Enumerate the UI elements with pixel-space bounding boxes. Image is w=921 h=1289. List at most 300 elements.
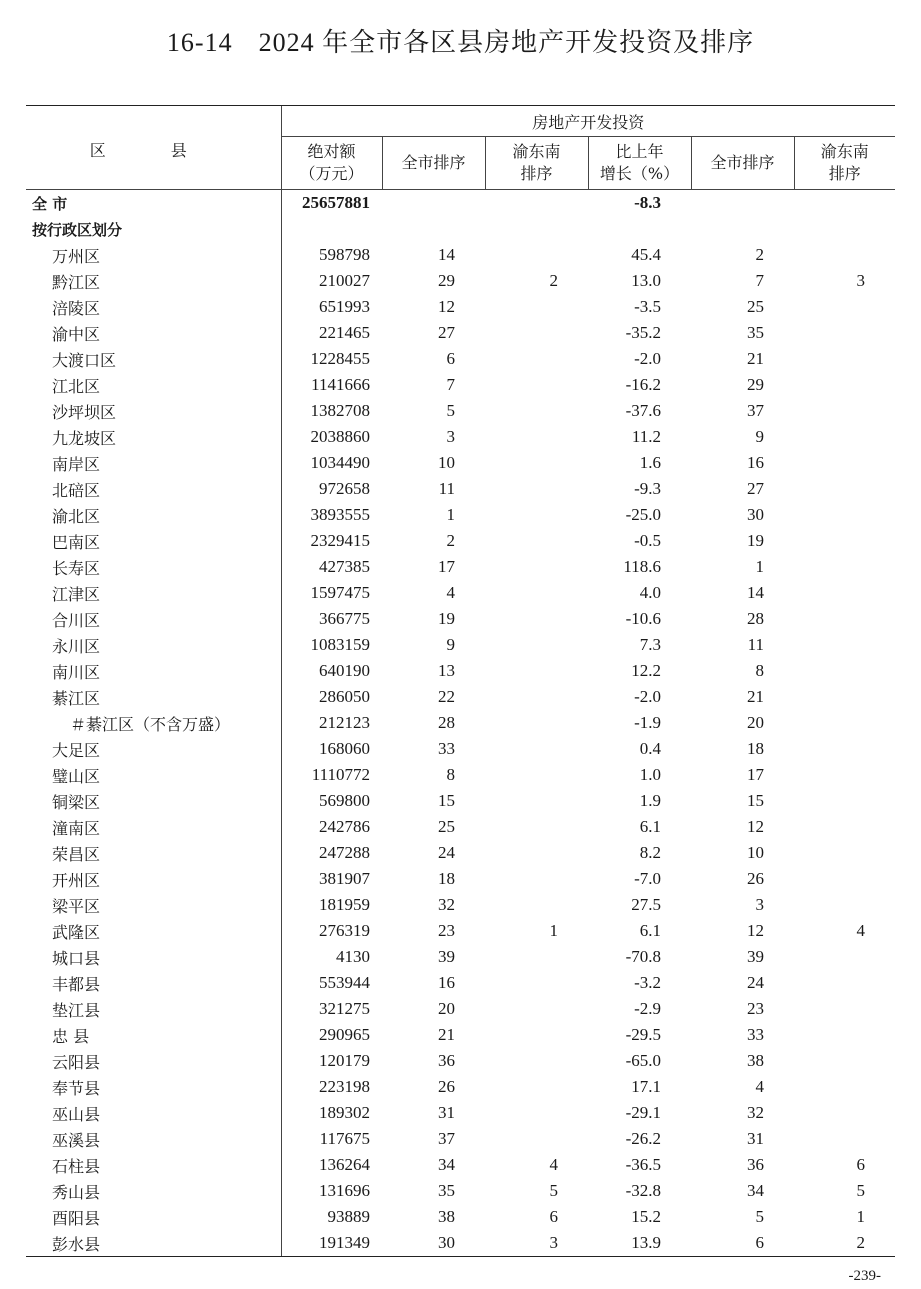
growth-value: -37.6 (625, 401, 661, 420)
city-rank2: 7 (755, 271, 764, 290)
header-group: 房地产开发投资 (281, 106, 895, 137)
abs-value: 131696 (281, 1178, 382, 1204)
header-rank-se-line1: 渝东南 (512, 142, 561, 161)
se-rank2: 4 (856, 921, 866, 940)
abs-value: 651993 (281, 294, 382, 320)
se-rank: 3 (485, 1230, 588, 1257)
region-name: 南岸区 (52, 454, 101, 474)
region-name: 巴南区 (52, 532, 101, 552)
se-rank (485, 554, 588, 580)
city-rank2: 9 (755, 427, 764, 446)
region-name: 万州区 (52, 246, 101, 266)
header-growth (588, 137, 691, 190)
region-name: 酉阳县 (52, 1208, 101, 1228)
table-row (26, 528, 895, 554)
city-rank2: 5 (755, 1207, 764, 1226)
city-rank: 10 (438, 453, 455, 472)
city-rank2: 37 (747, 401, 764, 420)
city-rank2: 19 (747, 531, 764, 550)
growth-value: 6.1 (639, 921, 661, 940)
growth-value: -35.2 (625, 323, 661, 342)
se-rank (485, 1100, 588, 1126)
region-name: 彭水县 (26, 1230, 281, 1257)
city-rank2: 23 (747, 999, 764, 1018)
city-rank2: 25 (747, 297, 764, 316)
city-rank2: 27 (747, 479, 764, 498)
city-rank: 33 (438, 739, 455, 758)
city-rank: 36 (438, 1051, 455, 1070)
growth-value: -2.0 (634, 349, 661, 368)
table-row (26, 1204, 895, 1230)
se-rank (485, 398, 588, 424)
se-rank (485, 1022, 588, 1048)
growth-value: -29.5 (625, 1025, 661, 1044)
abs-value: 553944 (281, 970, 382, 996)
se-rank2 (794, 216, 895, 242)
se-rank: 5 (549, 1181, 558, 1200)
se-rank2 (794, 1048, 895, 1074)
se-rank (485, 996, 588, 1022)
region-name: 石柱县 (52, 1156, 101, 1176)
region-name: 大渡口区 (52, 350, 117, 370)
city-rank: 20 (438, 999, 455, 1018)
abs-value: 972658 (281, 476, 382, 502)
region-name: 忠 县 (52, 1026, 90, 1046)
city-rank2: 39 (747, 947, 764, 966)
city-rank: 27 (438, 323, 455, 342)
se-rank2 (794, 944, 895, 970)
table-row (26, 580, 895, 606)
growth-value: -0.5 (634, 531, 661, 550)
table-row (26, 1100, 895, 1126)
se-rank2 (794, 658, 895, 684)
city-rank2: 34 (747, 1181, 764, 1200)
table-row (26, 346, 895, 372)
header-abs-line1: 绝对额 (307, 142, 356, 161)
se-rank (485, 216, 588, 242)
city-rank: 8 (446, 765, 455, 784)
city-rank: 25 (438, 817, 455, 836)
se-rank (485, 580, 588, 606)
abs-value: 242786 (281, 814, 382, 840)
abs-value: 1382708 (281, 398, 382, 424)
se-rank2 (794, 294, 895, 320)
city-rank2: 2 (755, 245, 764, 264)
header-rank-se (485, 137, 588, 190)
abs-value: 1228455 (281, 346, 382, 372)
region-name: 綦江区 (52, 688, 101, 708)
growth-value: 15.2 (631, 1207, 661, 1226)
table-row (26, 476, 895, 502)
city-rank: 31 (438, 1103, 455, 1122)
region-name: 武隆区 (52, 922, 101, 942)
se-rank2 (794, 372, 895, 398)
se-rank2: 5 (856, 1181, 866, 1200)
growth-value: -9.3 (634, 479, 661, 498)
city-rank2: 21 (747, 349, 764, 368)
region-name: 潼南区 (52, 818, 101, 838)
se-rank (485, 502, 588, 528)
city-rank: 2 (446, 531, 455, 550)
table-row (26, 788, 895, 814)
city-rank (382, 190, 485, 217)
se-rank (485, 320, 588, 346)
table-row (26, 840, 895, 866)
se-rank (485, 762, 588, 788)
city-rank: 5 (446, 401, 455, 420)
growth-value (588, 216, 691, 242)
abs-value: 247288 (281, 840, 382, 866)
growth-value: 45.4 (631, 245, 661, 264)
se-rank2 (794, 866, 895, 892)
city-rank2: 8 (755, 661, 764, 680)
city-rank: 29 (438, 271, 455, 290)
city-rank: 18 (438, 869, 455, 888)
abs-value: 212123 (281, 710, 382, 736)
se-rank: 4 (549, 1155, 558, 1174)
city-rank: 19 (438, 609, 455, 628)
growth-value: 1.0 (639, 765, 661, 784)
city-rank: 23 (438, 921, 455, 940)
header-abs (281, 137, 382, 190)
city-rank2: 31 (747, 1129, 764, 1148)
se-rank2 (794, 632, 895, 658)
growth-value: 7.3 (639, 635, 661, 654)
table-row (26, 554, 895, 580)
abs-value: 290965 (281, 1022, 382, 1048)
growth-value: 11.2 (631, 427, 661, 446)
se-rank (485, 892, 588, 918)
se-rank (485, 944, 588, 970)
header-abs-line2: （万元） (299, 164, 364, 183)
region-name: 沙坪坝区 (52, 402, 117, 422)
se-rank2 (794, 1126, 895, 1152)
table-row (26, 294, 895, 320)
city-rank2: 36 (747, 1155, 764, 1174)
table-row (26, 450, 895, 476)
growth-value: 8.2 (639, 843, 661, 862)
region-name: 南川区 (52, 662, 101, 682)
se-rank2 (794, 424, 895, 450)
city-rank: 38 (438, 1207, 455, 1226)
region-name: 渝中区 (52, 324, 101, 344)
se-rank (485, 294, 588, 320)
region-name: 黔江区 (52, 272, 101, 292)
table-row (26, 320, 895, 346)
region-name: 永川区 (52, 636, 101, 656)
se-rank (485, 242, 588, 268)
growth-value: -16.2 (625, 375, 661, 394)
abs-value: 640190 (281, 658, 382, 684)
se-rank (485, 346, 588, 372)
se-rank2: 1 (856, 1207, 866, 1226)
city-rank2: 11 (747, 635, 764, 654)
city-rank2: 20 (747, 713, 764, 732)
growth-value: -70.8 (625, 947, 661, 966)
region-name: 渝北区 (52, 506, 101, 526)
table-row (26, 1230, 895, 1257)
city-rank2: 14 (747, 583, 764, 602)
city-rank: 1 (446, 505, 455, 524)
se-rank2 (794, 398, 895, 424)
table-row (26, 1022, 895, 1048)
abs-value: 1034490 (281, 450, 382, 476)
growth-value: 1.9 (639, 791, 661, 810)
se-rank (485, 1126, 588, 1152)
table-row (26, 1126, 895, 1152)
se-rank2 (794, 840, 895, 866)
se-rank (485, 736, 588, 762)
table-row (26, 762, 895, 788)
city-rank: 24 (438, 843, 455, 862)
city-rank (382, 216, 485, 242)
se-rank (485, 424, 588, 450)
abs-value: 381907 (281, 866, 382, 892)
se-rank (485, 658, 588, 684)
se-rank2 (794, 970, 895, 996)
se-rank (485, 372, 588, 398)
city-rank: 26 (438, 1077, 455, 1096)
se-rank2 (794, 476, 895, 502)
region-name: 江北区 (52, 376, 101, 396)
table-row (26, 658, 895, 684)
growth-value: 12.2 (631, 661, 661, 680)
city-rank2: 38 (747, 1051, 764, 1070)
growth-value: -25.0 (625, 505, 661, 524)
table-row (26, 424, 895, 450)
se-rank2 (794, 684, 895, 710)
table-row (26, 996, 895, 1022)
header-growth-line2: 增长（%） (599, 164, 680, 183)
city-rank2: 12 (747, 921, 764, 940)
abs-value: 2038860 (281, 424, 382, 450)
table-number: 16-14 (166, 28, 233, 57)
growth-value: 13.0 (631, 271, 661, 290)
se-rank (485, 710, 588, 736)
se-rank2 (794, 736, 895, 762)
city-rank: 14 (438, 245, 455, 264)
city-rank: 11 (438, 479, 455, 498)
table-row (26, 268, 895, 294)
table-row (26, 1074, 895, 1100)
page-title (0, 22, 921, 59)
region-name: 奉节县 (52, 1078, 101, 1098)
table-row (26, 918, 895, 944)
header-growth-line1: 比上年 (615, 142, 664, 161)
se-rank2 (794, 554, 895, 580)
se-rank2: 6 (856, 1155, 866, 1174)
table-row (26, 606, 895, 632)
se-rank2: 2 (794, 1230, 895, 1257)
city-rank2: 15 (747, 791, 764, 810)
abs-value: 427385 (281, 554, 382, 580)
city-rank: 16 (438, 973, 455, 992)
se-rank2 (794, 1100, 895, 1126)
city-rank2: 6 (691, 1230, 794, 1257)
city-rank: 7 (446, 375, 455, 394)
growth-value: 1.6 (639, 453, 661, 472)
se-rank (485, 606, 588, 632)
city-rank2: 35 (747, 323, 764, 342)
table-row (26, 970, 895, 996)
abs-value: 136264 (281, 1152, 382, 1178)
header-rank-city: 全市排序 (382, 137, 485, 190)
city-rank: 30 (382, 1230, 485, 1257)
city-rank: 28 (438, 713, 455, 732)
abs-value: 1141666 (281, 372, 382, 398)
abs-value: 321275 (281, 996, 382, 1022)
table-row (26, 866, 895, 892)
city-rank2: 21 (747, 687, 764, 706)
table-row (26, 372, 895, 398)
se-rank2 (794, 190, 895, 217)
table-header (26, 106, 895, 190)
city-rank2: 4 (755, 1077, 764, 1096)
growth-value: -2.0 (634, 687, 661, 706)
table-row (26, 502, 895, 528)
city-rank2: 33 (747, 1025, 764, 1044)
table-row (26, 216, 895, 242)
city-rank2: 32 (747, 1103, 764, 1122)
header-region: 区 县 (26, 106, 281, 190)
growth-value: -29.1 (625, 1103, 661, 1122)
abs-value: 93889 (281, 1204, 382, 1230)
city-rank2: 10 (747, 843, 764, 862)
se-rank2: 3 (856, 271, 866, 290)
se-rank2 (794, 892, 895, 918)
growth-value: 6.1 (639, 817, 661, 836)
se-rank (485, 1048, 588, 1074)
abs-value: 4130 (281, 944, 382, 970)
region-name: 秀山县 (52, 1182, 101, 1202)
growth-value: -8.3 (634, 193, 661, 212)
table-row (26, 684, 895, 710)
region-name: 江津区 (52, 584, 101, 604)
city-rank2: 3 (755, 895, 764, 914)
table-row (26, 632, 895, 658)
table-row (26, 1152, 895, 1178)
growth-value: -26.2 (625, 1129, 661, 1148)
city-rank2: 18 (747, 739, 764, 758)
se-rank2 (794, 320, 895, 346)
city-rank2: 26 (747, 869, 764, 888)
header-rank-se2-line1: 渝东南 (820, 142, 869, 161)
city-rank2: 30 (747, 505, 764, 524)
abs-value: 1110772 (281, 762, 382, 788)
city-rank2: 28 (747, 609, 764, 628)
header-rank-city2: 全市排序 (691, 137, 794, 190)
se-rank (485, 970, 588, 996)
city-rank: 32 (438, 895, 455, 914)
abs-value: 25657881 (281, 190, 382, 217)
se-rank (485, 632, 588, 658)
city-rank: 6 (446, 349, 455, 368)
region-name: 大足区 (52, 740, 101, 760)
table-row (26, 892, 895, 918)
se-rank: 6 (549, 1207, 558, 1226)
header-rank-se2-line2: 排序 (828, 164, 861, 183)
header-rank-se2 (794, 137, 895, 190)
city-rank: 9 (446, 635, 455, 654)
table-row (26, 1048, 895, 1074)
abs-value: 1597475 (281, 580, 382, 606)
se-rank2 (794, 814, 895, 840)
region-name: 九龙坡区 (52, 428, 117, 448)
city-rank2: 29 (747, 375, 764, 394)
table-row (26, 710, 895, 736)
header-rank-se-line2: 排序 (520, 164, 553, 183)
region-name: 璧山区 (52, 766, 101, 786)
abs-value: 223198 (281, 1074, 382, 1100)
city-rank: 3 (446, 427, 455, 446)
city-rank2: 17 (747, 765, 764, 784)
growth-value: 27.5 (631, 895, 661, 914)
region-name: 长寿区 (52, 558, 101, 578)
se-rank (485, 840, 588, 866)
se-rank2 (794, 242, 895, 268)
growth-value: 17.1 (631, 1077, 661, 1096)
se-rank2 (794, 788, 895, 814)
growth-value: 118.6 (623, 557, 661, 576)
abs-value: 168060 (281, 736, 382, 762)
growth-value: -1.9 (634, 713, 661, 732)
abs-value: 189302 (281, 1100, 382, 1126)
se-rank (485, 190, 588, 217)
table-row (26, 736, 895, 762)
region-name: 丰都县 (52, 974, 101, 994)
se-rank (485, 814, 588, 840)
se-rank (485, 476, 588, 502)
growth-value: -10.6 (625, 609, 661, 628)
region-name: 云阳县 (52, 1052, 101, 1072)
growth-value: -7.0 (634, 869, 661, 888)
se-rank2 (794, 580, 895, 606)
region-name: 涪陵区 (52, 298, 101, 318)
se-rank2 (794, 606, 895, 632)
se-rank: 1 (549, 921, 558, 940)
se-rank2 (794, 450, 895, 476)
growth-value: -65.0 (625, 1051, 661, 1070)
city-rank2: 12 (747, 817, 764, 836)
abs-value: 120179 (281, 1048, 382, 1074)
se-rank2 (794, 502, 895, 528)
region-name: 巫溪县 (52, 1130, 101, 1150)
growth-value: -3.5 (634, 297, 661, 316)
se-rank (485, 788, 588, 814)
region-name: 巫山县 (52, 1104, 101, 1124)
abs-value: 2329415 (281, 528, 382, 554)
region-name: 开州区 (52, 870, 101, 890)
abs-value: 117675 (281, 1126, 382, 1152)
city-rank2: 1 (755, 557, 764, 576)
se-rank (485, 450, 588, 476)
growth-value: 0.4 (639, 739, 661, 758)
table-row (26, 190, 895, 217)
growth-value: -2.9 (634, 999, 661, 1018)
city-rank: 12 (438, 297, 455, 316)
region-name: 荣昌区 (52, 844, 101, 864)
abs-value: 286050 (281, 684, 382, 710)
abs-value: 276319 (281, 918, 382, 944)
se-rank2 (794, 1074, 895, 1100)
city-rank: 34 (438, 1155, 455, 1174)
region-name: 合川区 (52, 610, 101, 630)
abs-value: 366775 (281, 606, 382, 632)
city-rank: 37 (438, 1129, 455, 1148)
se-rank (485, 528, 588, 554)
abs-value: 181959 (281, 892, 382, 918)
table-row (26, 944, 895, 970)
